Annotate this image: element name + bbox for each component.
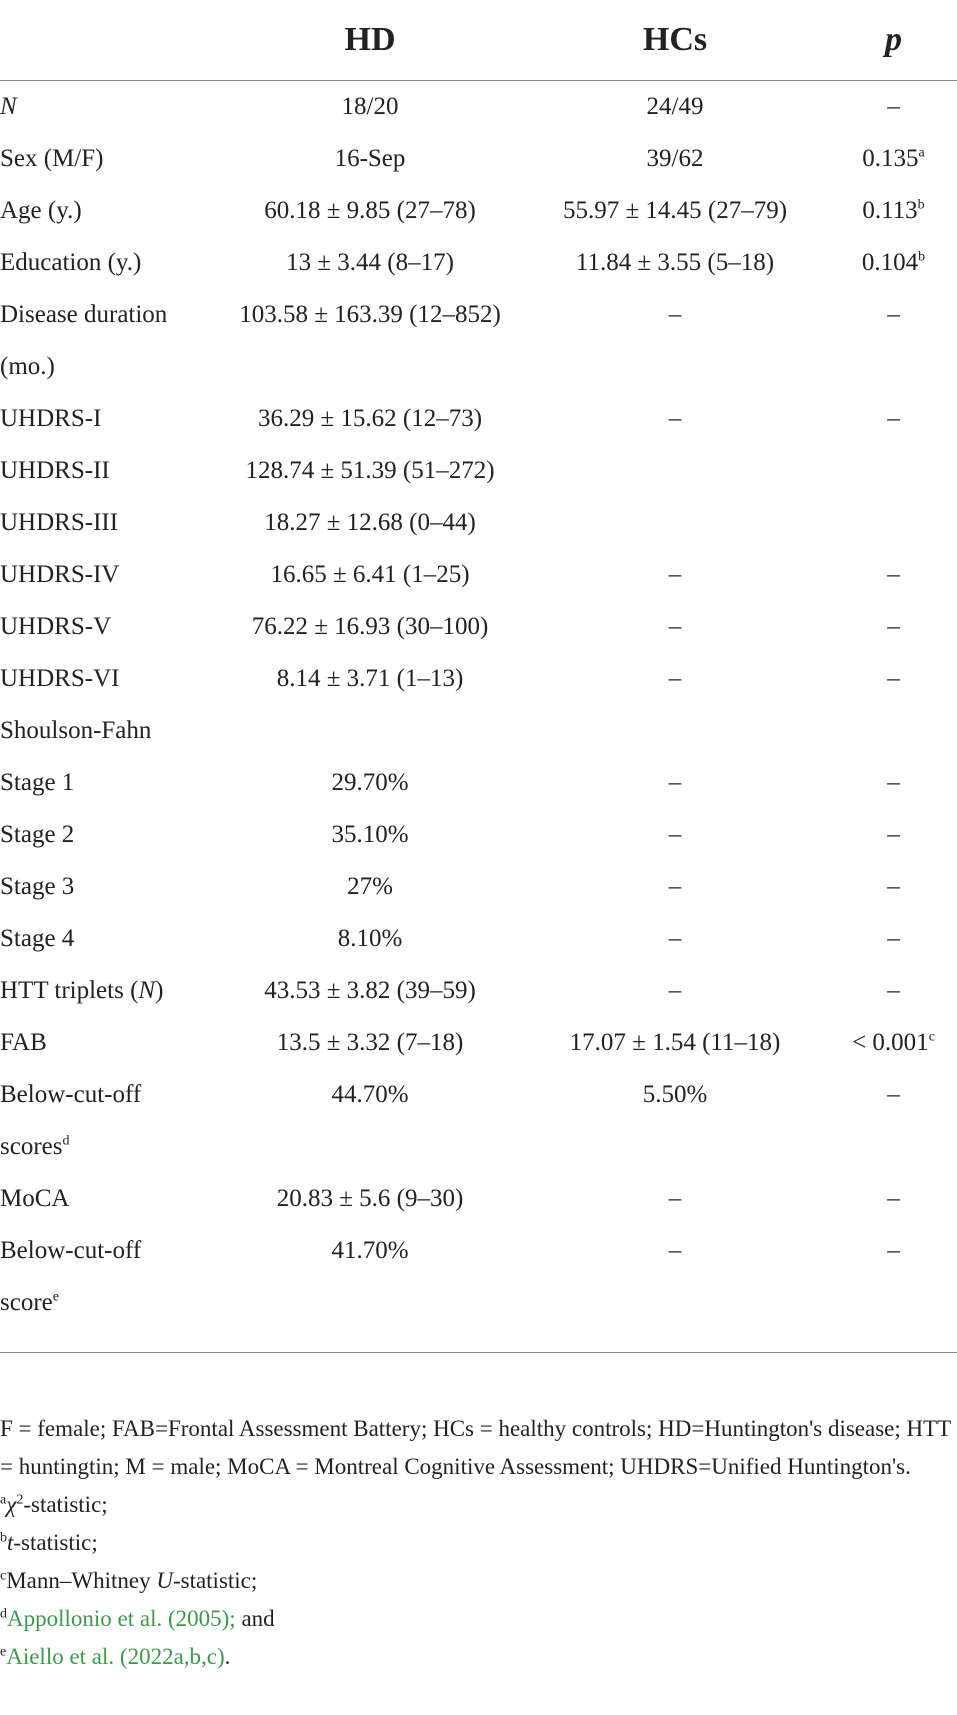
hcs-value: –: [668, 1185, 682, 1212]
hcs-value: –: [668, 613, 682, 640]
footnote-abbreviations: F = female; FAB=Frontal Assessment Battery; HCs = healthy controls; HD=Huntington's disease; HTT = huntingtin; M = male; MoCA = Montreal Cognitive Assessment; UHDRS=Unified Huntington's.: [0, 1416, 951, 1479]
p-value: –: [887, 1185, 900, 1212]
hd-value: 18.27 ± 12.68 (0–44): [264, 509, 476, 536]
hd-value: 13 ± 3.44 (8–17): [286, 249, 454, 276]
p-value: –: [887, 769, 900, 796]
row-label: UHDRS-I: [0, 405, 102, 432]
hd-value: 16.65 ± 6.41 (1–25): [270, 561, 470, 588]
row-label: MoCA: [0, 1185, 70, 1212]
table-row: [0, 653, 957, 705]
hcs-value: –: [668, 665, 682, 692]
p-value: –: [887, 665, 900, 692]
hd-value: 18/20: [341, 93, 399, 120]
hcs-value: –: [668, 977, 682, 1004]
table-bottom-rule: [0, 1352, 957, 1353]
table-row: [0, 705, 957, 757]
p-value: 0.104$^b$: [861, 249, 926, 276]
hcs-value: –: [668, 925, 682, 952]
hd-value: 29.70%: [331, 769, 409, 796]
hd-value: 36.29 ± 15.62 (12–73): [257, 405, 483, 432]
hd-value: [220, 705, 520, 757]
header-blank: [0, 0, 220, 81]
hcs-value: 11.84 ± 3.55 (5–18): [575, 249, 775, 276]
footnote-d: $^d$Appollonio et al. (2005); and: [0, 1606, 275, 1631]
row-label: (mo.): [0, 353, 55, 380]
p-value: [830, 497, 957, 549]
p-value: –: [887, 925, 900, 952]
table-body: [0, 81, 957, 1330]
table-row: [0, 289, 957, 341]
row-label: Stage 2: [0, 821, 75, 848]
hd-value: 27%: [347, 873, 393, 900]
hd-value: 16-Sep: [334, 145, 406, 172]
table-row: [0, 1069, 957, 1121]
table-row: [0, 1017, 957, 1069]
hd-value: 43.53 ± 3.82 (39–59): [264, 977, 476, 1004]
table-row: [0, 393, 957, 445]
hcs-value: 5.50%: [642, 1081, 708, 1108]
hd-value: 41.70%: [331, 1237, 409, 1264]
p-value: –: [887, 1237, 900, 1264]
table-row: [0, 1173, 957, 1225]
table-row: [0, 497, 957, 549]
table-row: [0, 913, 957, 965]
row-label: HTT triplets (N): [0, 977, 164, 1004]
row-label: scores$^d$: [0, 1133, 70, 1160]
p-value: –: [887, 613, 900, 640]
footnote-e: $^e$Aiello et al. (2022a,b,c).: [0, 1644, 231, 1669]
table-row: [0, 809, 957, 861]
row-label: score$^e$: [0, 1289, 59, 1316]
p-value: –: [887, 977, 900, 1004]
hd-value: 20.83 ± 5.6 (9–30): [276, 1185, 464, 1212]
hcs-value: –: [668, 769, 682, 796]
table-row: [0, 445, 957, 497]
row-label: Stage 3: [0, 873, 75, 900]
table-row: [0, 757, 957, 809]
footnote-b: $^b$t-statistic;: [0, 1530, 98, 1555]
header-p: p: [830, 0, 957, 81]
p-value: –: [887, 561, 900, 588]
hcs-value: 24/49: [646, 93, 704, 120]
hcs-value: 39/62: [646, 145, 704, 172]
hd-value: [220, 1121, 520, 1173]
p-value: [830, 705, 957, 757]
hd-value: 8.10%: [337, 925, 403, 952]
p-value: –: [887, 873, 900, 900]
p-value: < 0.001$^c$: [852, 1029, 935, 1056]
hd-value: 76.22 ± 16.93 (30–100): [251, 613, 489, 640]
table-header-row: [0, 0, 957, 81]
hd-value: 8.14 ± 3.71 (1–13): [276, 665, 464, 692]
p-value: [830, 341, 957, 393]
table-row: [0, 341, 957, 393]
table-row: [0, 237, 957, 289]
hcs-value: –: [668, 821, 682, 848]
row-label: UHDRS-VI: [0, 665, 120, 692]
hcs-value: [520, 705, 830, 757]
table-row: [0, 861, 957, 913]
row-label: Stage 4: [0, 925, 75, 952]
table-footnotes: [0, 1410, 957, 1676]
hcs-value: –: [668, 1237, 682, 1264]
hd-value: [220, 341, 520, 393]
table-row: [0, 549, 957, 601]
row-label: UHDRS-II: [0, 457, 110, 484]
row-label: UHDRS-III: [0, 509, 119, 536]
p-value: 0.113$^b$: [862, 197, 925, 224]
hd-value: 128.74 ± 51.39 (51–272): [245, 457, 495, 484]
hcs-value: –: [668, 873, 682, 900]
table-row: [0, 601, 957, 653]
hd-value: 44.70%: [331, 1081, 409, 1108]
hcs-value: [520, 497, 830, 549]
table-row: [0, 185, 957, 237]
row-label: Disease duration: [0, 301, 168, 328]
reference-link-aiello[interactable]: Aiello et al. (2022a,b,c): [6, 1644, 225, 1669]
row-label: Education (y.): [0, 249, 142, 276]
hcs-value: [520, 1277, 830, 1329]
hd-value: [220, 1277, 520, 1329]
hd-value: 13.5 ± 3.32 (7–18): [276, 1029, 464, 1056]
hcs-value: –: [668, 561, 682, 588]
p-value: –: [887, 405, 900, 432]
p-value: 0.135$^a$: [862, 145, 925, 172]
row-label: Stage 1: [0, 769, 75, 796]
p-value: –: [887, 821, 900, 848]
table-row: [0, 81, 957, 134]
row-label: Shoulson-Fahn: [0, 717, 152, 744]
p-value: –: [887, 301, 900, 328]
row-label: Age (y.): [0, 197, 82, 224]
table-row: [0, 1225, 957, 1277]
p-value: [830, 1277, 957, 1329]
hd-value: 103.58 ± 163.39 (12–852): [239, 301, 501, 328]
p-value: –: [887, 93, 900, 120]
footnote-a: $^a\chi^2$-statistic;: [0, 1492, 108, 1517]
table-row: [0, 1277, 957, 1329]
hcs-value: [520, 1121, 830, 1173]
row-label: Below-cut-off: [0, 1237, 142, 1264]
p-value: –: [887, 1081, 900, 1108]
hcs-value: –: [668, 301, 682, 328]
row-label: N: [0, 93, 17, 120]
table-row: [0, 965, 957, 1017]
table-row: [0, 1121, 957, 1173]
hcs-value: [520, 341, 830, 393]
row-label: UHDRS-V: [0, 613, 112, 640]
row-label: FAB: [0, 1029, 47, 1056]
hcs-value: [520, 445, 830, 497]
p-value: [830, 445, 957, 497]
footnote-c: $^c$Mann–Whitney U-statistic;: [0, 1568, 258, 1593]
row-label: Sex (M/F): [0, 145, 104, 172]
reference-link-appollonio[interactable]: Appollonio et al. (2005);: [7, 1606, 236, 1631]
hcs-value: 55.97 ± 14.45 (27–79): [562, 197, 788, 224]
hd-value: 60.18 ± 9.85 (27–78): [264, 197, 476, 224]
p-value: [830, 1121, 957, 1173]
row-label: UHDRS-IV: [0, 561, 120, 588]
hd-value: 35.10%: [331, 821, 409, 848]
header-hcs: HCs: [520, 0, 830, 81]
table-row: [0, 133, 957, 185]
hcs-value: 17.07 ± 1.54 (11–18): [569, 1029, 781, 1056]
row-label: Below-cut-off: [0, 1081, 142, 1108]
hcs-value: –: [668, 405, 682, 432]
header-hd: HD: [220, 0, 520, 81]
